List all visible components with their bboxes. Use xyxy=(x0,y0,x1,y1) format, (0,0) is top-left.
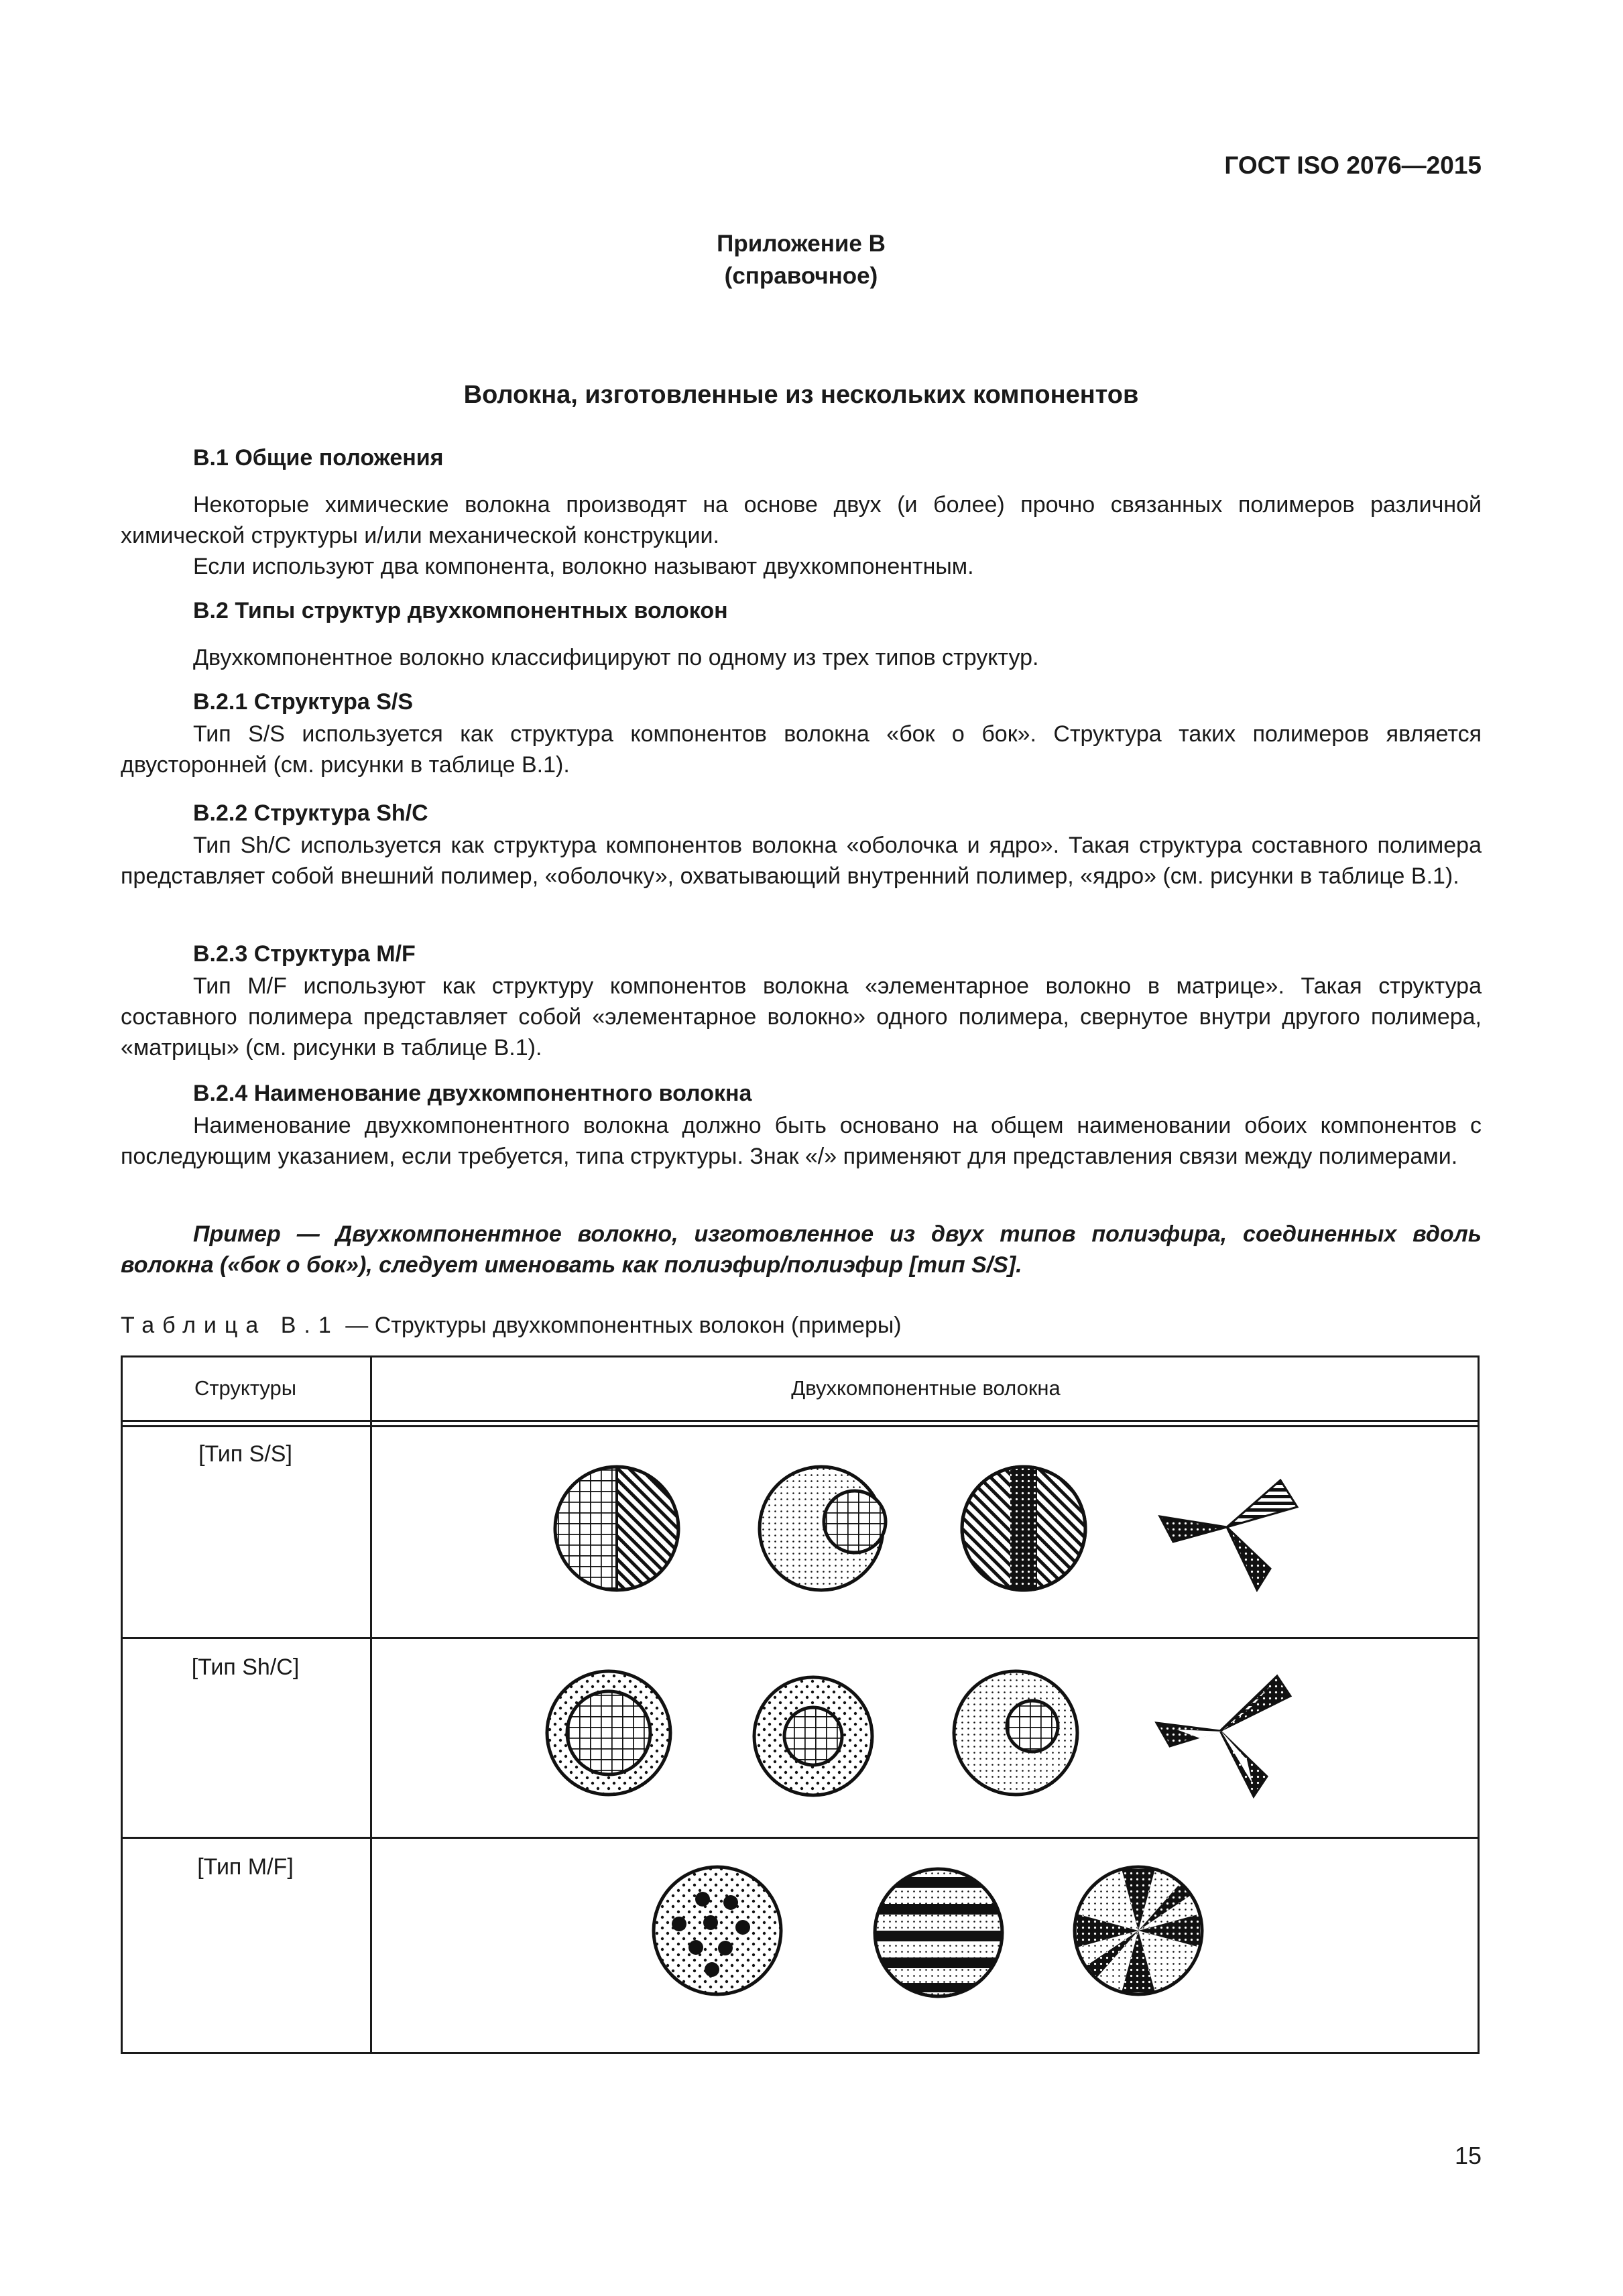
page-number: 15 xyxy=(1454,2142,1482,2169)
ss-fiber-1 xyxy=(555,1467,678,1590)
ss-fiber-3 xyxy=(962,1467,1085,1590)
shc-fiber-1 xyxy=(547,1671,670,1795)
heading-b21: В.2.1 Структура S/S xyxy=(193,689,414,715)
paragraph-b1-1: Некоторые химические волокна производят на основе двух (и более) прочно связанных полимеров различной химической структуры и/или механической конструкции. xyxy=(121,492,1482,548)
table-header-fibers: Двухкомпонентные волокна xyxy=(791,1376,1061,1400)
example-note: Пример — Двухкомпонентное волокно, изготовленное из двух типов полиэфира, соединенных вдоль волокна («бок о бок»), следует именовать как полиэфир/полиэфир [тип S/S]. xyxy=(121,1221,1482,1278)
row-label-mf: [Тип M/F] xyxy=(197,1854,294,1880)
paragraph-b21: Тип S/S используется как структура компонентов волокна «бок о бок». Структура таких полимеров является двусторонней (см. рисунки в таблице В.1). xyxy=(121,721,1482,778)
paragraph-b22: Тип Sh/C используется как структура компонентов волокна «оболочка и ядро». Такая структура составного полимера представляет собой внешний полимер, «оболочку», охватывающий внутренний полимер, «ядро» (см. рисунки в таблице В.1). xyxy=(121,833,1482,889)
ss-trilobal-fiber xyxy=(1160,1480,1297,1590)
paragraph-b24: Наименование двухкомпонентного волокна должно быть основано на общем наименовании обоих компонентов с последующим указанием, если требуется, типа структуры. Знак «/» применяют для представления связи между полимерами. xyxy=(121,1113,1482,1169)
appendix-title: Приложение В xyxy=(717,231,886,257)
section-title: Волокна, изготовленные из нескольких компонентов xyxy=(463,381,1139,409)
table-header-structures: Структуры xyxy=(194,1376,297,1400)
heading-b23: В.2.3 Структура M/F xyxy=(193,941,416,967)
paragraph-b2-1: Двухкомпонентное волокно классифицируют по одному из трех типов структур. xyxy=(193,645,1039,670)
mf-fiber-3 xyxy=(1075,1867,1202,1994)
row-label-ss: [Тип S/S] xyxy=(198,1441,292,1467)
mf-fiber-2 xyxy=(871,1869,1006,1996)
standard-number: ГОСТ ISO 2076—2015 xyxy=(1224,152,1482,179)
heading-b1: В.1 Общие положения xyxy=(193,445,444,471)
appendix-subtitle: (справочное) xyxy=(724,263,878,289)
heading-b22: В.2.2 Структура Sh/C xyxy=(193,800,428,826)
table-caption-label: Таблица В.1 xyxy=(121,1313,339,1338)
heading-b2: В.2 Типы структур двухкомпонентных волокон xyxy=(193,598,728,623)
table-caption-text: — Структуры двухкомпонентных волокон (примеры) xyxy=(339,1313,902,1338)
shc-fiber-3 xyxy=(954,1671,1077,1795)
heading-b24: В.2.4 Наименование двухкомпонентного волокна xyxy=(193,1081,752,1106)
ss-fiber-2 xyxy=(760,1467,886,1590)
paragraph-b23: Тип M/F используют как структуру компонентов волокна «элементарное волокно в матрице». Такая структура составного полимера представляет собой «элементарное волокно» одного полимера, свернутое внутри другого полимера, «матрицы» (см. рисунки в таблице В.1). xyxy=(121,973,1482,1061)
shc-trilobal-fiber xyxy=(1156,1676,1290,1797)
row-label-shc: [Тип Sh/C] xyxy=(191,1654,300,1680)
mf-fiber-1 xyxy=(654,1867,781,1994)
paragraph-b1-2: Если используют два компонента, волокно называют двухкомпонентным. xyxy=(193,554,974,579)
shc-fiber-2 xyxy=(754,1677,872,1795)
